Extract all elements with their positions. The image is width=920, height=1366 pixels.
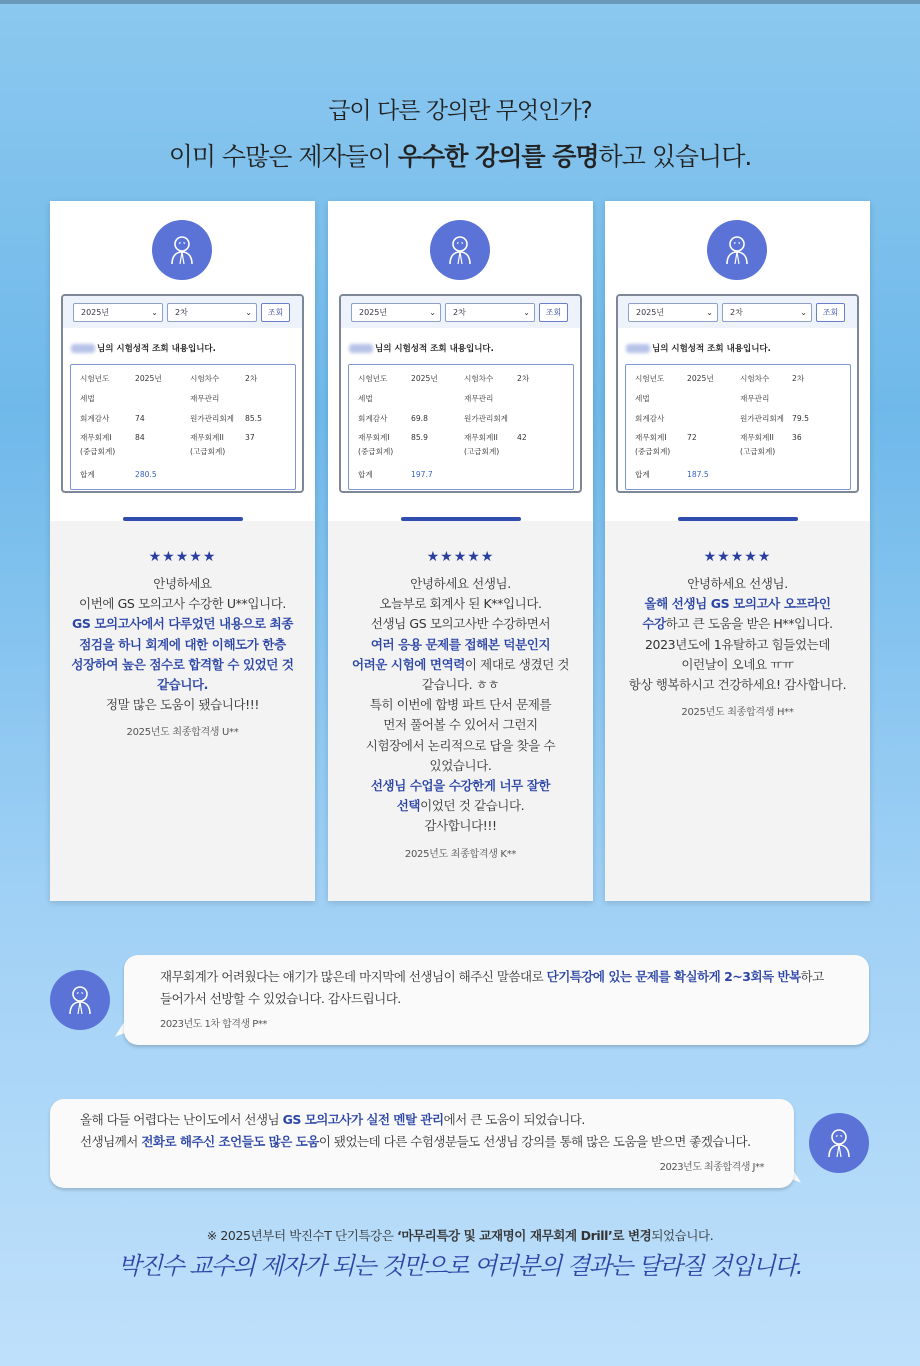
- label-financial-mgmt: 재무관리: [190, 394, 220, 403]
- review-highlight: 어려운 시험에 면역력: [351, 656, 465, 672]
- value-fin1: 85.9: [411, 433, 428, 442]
- review-highlight: 선택: [396, 798, 421, 814]
- card-top: [50, 201, 315, 521]
- review-line-tail: 하고 큰 도움을 받은 H**입니다.: [665, 616, 833, 632]
- top-border: [0, 0, 920, 4]
- label-advanced: (고급회계): [740, 447, 776, 456]
- label-exam-year: 시험년도: [358, 374, 388, 383]
- review-highlight: 여러 응용 문제를 접해본 덕분인지: [370, 636, 551, 652]
- notice-text: 님의 시험성적 조회 내용입니다.: [375, 344, 494, 354]
- note-text: ※ 2025년부터 박진수T 단기특강은: [206, 1228, 397, 1243]
- review-text: [50, 574, 315, 715]
- value-cost: 79.5: [792, 414, 809, 423]
- label-intermediate: (중급회계): [80, 447, 116, 456]
- label-fin2: 재무회계II: [190, 433, 224, 442]
- review-highlight: 올해 선생님 GS 모의고사 오프라인: [644, 596, 831, 612]
- score-lookup-screenshot: [339, 294, 582, 493]
- review-text: [605, 574, 870, 695]
- review-line: 항상 행복하시고 건강하세요! 감사합니다.: [628, 677, 847, 693]
- bubble-line: [80, 1131, 764, 1153]
- bubble-signature: 2023년도 최종합격생 J**: [659, 1162, 764, 1173]
- bubble-text: 하고: [800, 969, 824, 984]
- score-lookup-screenshot: [616, 294, 859, 493]
- slogan: 박진수 교수의 제자가 되는 것만으로 여러분의 결과는 달라질 것입니다.: [118, 1252, 802, 1280]
- card-top: [605, 201, 870, 521]
- round-select-value: 2차: [453, 307, 466, 317]
- review-highlight: 같습니다.: [156, 677, 209, 693]
- value-fin2: 42: [517, 433, 527, 442]
- review-line: [342, 796, 579, 816]
- value-exam-year: 2025년: [687, 374, 714, 383]
- blurred-name: [71, 344, 95, 353]
- label-cost: 원가관리회계: [190, 414, 235, 423]
- review-card-3: [605, 201, 870, 901]
- review-line: 안녕하세요 선생님.: [687, 576, 788, 591]
- label-total: 합계: [635, 470, 650, 479]
- review-signature: 2025년도 최종합격생 H**: [681, 707, 794, 719]
- label-cost: 원가관리회계: [740, 414, 785, 423]
- label-tax-law: 세법: [80, 394, 95, 403]
- review-line-tail: 이었던 것 같습니다.: [420, 798, 525, 814]
- bubble-text: 재무회계가 어려웠다는 얘기가 많은데 마지막에 선생님이 해주신 말씀대로: [160, 969, 547, 984]
- review-line: 정말 많은 도움이 됐습니다!!!: [106, 697, 259, 713]
- user-avatar-icon: [707, 220, 767, 280]
- bubble-highlight: 전화로 해주신 조언들도 많은 도움: [141, 1134, 319, 1149]
- score-table: [348, 364, 574, 490]
- review-line: [342, 655, 579, 675]
- headline: [0, 92, 920, 173]
- value-fin2: 37: [245, 433, 255, 442]
- review-card-2: [328, 201, 593, 901]
- review-line: 특히 이번에 합병 파트 단서 문제를: [369, 697, 552, 713]
- year-select[interactable]: [73, 303, 163, 322]
- value-fin1: 84: [135, 433, 145, 442]
- value-total: 187.5: [687, 470, 709, 479]
- headline-line2: [0, 137, 920, 173]
- value-exam-year: 2025년: [411, 374, 438, 383]
- query-button[interactable]: 조회: [816, 303, 845, 322]
- value-audit: 69.8: [411, 414, 428, 423]
- headline-line2-bold: 우수한 강의를 증명: [397, 142, 599, 171]
- review-line: 같습니다. ㅎㅎ: [421, 677, 500, 693]
- review-line: 오늘부로 회계사 된 K**입니다.: [379, 596, 542, 612]
- label-cost: 원가관리회계: [464, 414, 509, 423]
- notice-text: 님의 시험성적 조회 내용입니다.: [652, 344, 771, 354]
- blurred-name: [349, 344, 373, 353]
- label-tax-law: 세법: [635, 394, 650, 403]
- headline-line2-pre: 이미 수많은 제자들이: [168, 142, 398, 171]
- score-table: [70, 364, 296, 490]
- review-line: 2023년도에 1유탈하고 힘들었는데: [644, 636, 830, 652]
- change-notice: [0, 1226, 920, 1244]
- value-fin2: 36: [792, 433, 802, 442]
- review-line: [619, 614, 856, 634]
- label-financial-mgmt: 재무관리: [740, 394, 770, 403]
- review-highlight: 수강: [642, 616, 666, 632]
- user-avatar-icon: [50, 970, 110, 1030]
- label-audit: 회계감사: [358, 414, 388, 423]
- score-table: [625, 364, 851, 490]
- round-select-value: 2차: [175, 307, 188, 317]
- review-highlight: 선생님 수업을 수강한게 너무 잘한: [370, 778, 551, 794]
- year-select-value: 2025년: [81, 307, 110, 317]
- rating-stars: ★★★★★: [426, 549, 495, 565]
- bubble-text: 선생님께서: [80, 1134, 142, 1149]
- value-total: 280.5: [135, 470, 157, 479]
- bubble-signature: 2023년도 1차 합격생 P**: [160, 1019, 267, 1030]
- value-total: 197.7: [411, 470, 433, 479]
- review-card-1: [50, 201, 315, 901]
- label-fin1: 재무회계I: [358, 433, 390, 442]
- label-exam-year: 시험년도: [635, 374, 665, 383]
- user-avatar-icon: [152, 220, 212, 280]
- chevron-down-icon: ⌄: [429, 307, 436, 317]
- value-exam-year: 2025년: [135, 374, 162, 383]
- user-avatar-icon: [430, 220, 490, 280]
- round-select[interactable]: [722, 303, 812, 322]
- review-line: 선생님 GS 모의고사반 수강하면서: [370, 616, 551, 632]
- label-tax-law: 세법: [358, 394, 373, 403]
- lookup-bar: [618, 296, 857, 328]
- review-text: [328, 574, 593, 837]
- card-divider: [123, 517, 243, 521]
- label-fin1: 재무회계I: [635, 433, 667, 442]
- review-highlight: 성장하여 높은 점수로 합격할 수 있었던 것: [71, 656, 294, 672]
- label-audit: 회계감사: [80, 414, 110, 423]
- label-audit: 회계감사: [635, 414, 665, 423]
- card-top: [328, 201, 593, 521]
- label-exam-round: 시험차수: [740, 374, 770, 383]
- notice-text: 님의 시험성적 조회 내용입니다.: [97, 344, 216, 354]
- lookup-notice: [626, 342, 857, 354]
- lookup-notice: [71, 342, 302, 354]
- blurred-name: [626, 344, 650, 353]
- value-exam-round: 2차: [517, 374, 530, 383]
- review-line: 시험장에서 논리적으로 답을 찾을 수: [365, 737, 556, 753]
- query-button[interactable]: 조회: [261, 303, 290, 322]
- review-signature: 2025년도 최종합격생 K**: [404, 848, 517, 860]
- bubble-text: 올해 다들 어렵다는 난이도에서 선생님: [80, 1112, 283, 1127]
- label-financial-mgmt: 재무관리: [464, 394, 494, 403]
- round-select[interactable]: [445, 303, 535, 322]
- value-cost: 85.5: [245, 414, 262, 423]
- headline-line1: 급이 다른 강의란 무엇인가?: [328, 98, 592, 124]
- review-line: 있었습니다.: [429, 757, 492, 773]
- lookup-notice: [349, 342, 580, 354]
- testimonial-bubble-2: [50, 1099, 794, 1188]
- label-fin2: 재무회계II: [740, 433, 774, 442]
- review-line: 이런날이 오네요 ㅠㅠ: [681, 656, 794, 672]
- round-select-value: 2차: [730, 307, 743, 317]
- note-bold: ‘마무리특강 및 교재명이 재무회계 Drill’로 변경: [396, 1228, 652, 1243]
- bubble-line: [160, 966, 869, 988]
- label-intermediate: (중급회계): [358, 447, 394, 456]
- bubble-line: [80, 1109, 764, 1131]
- label-advanced: (고급회계): [464, 447, 500, 456]
- label-total: 합계: [358, 470, 373, 479]
- review-highlight: 점검을 하니 회계에 대한 이해도가 한층: [79, 636, 286, 652]
- year-select[interactable]: [628, 303, 718, 322]
- label-fin2: 재무회계II: [464, 433, 498, 442]
- review-line-tail: 이 제대로 생겼던 것: [464, 656, 570, 672]
- card-divider: [678, 517, 798, 521]
- year-select-value: 2025년: [636, 307, 665, 317]
- rating-stars: ★★★★★: [148, 549, 217, 565]
- value-audit: 74: [135, 414, 145, 423]
- query-button[interactable]: 조회: [539, 303, 568, 322]
- year-select-value: 2025년: [359, 307, 388, 317]
- review-line: 먼저 풀어볼 수 있어서 그런지: [383, 717, 538, 733]
- user-avatar-icon: [809, 1113, 869, 1173]
- review-line: 안녕하세요 선생님.: [410, 576, 511, 591]
- review-signature: 2025년도 최종합격생 U**: [126, 727, 239, 739]
- chevron-down-icon: ⌄: [800, 307, 807, 317]
- score-lookup-screenshot: [61, 294, 304, 493]
- rating-stars: ★★★★★: [703, 549, 772, 565]
- label-exam-round: 시험차수: [464, 374, 494, 383]
- review-line: 안녕하세요: [153, 576, 212, 591]
- label-intermediate: (중급회계): [635, 447, 671, 456]
- value-fin1: 72: [687, 433, 697, 442]
- round-select[interactable]: [167, 303, 257, 322]
- lookup-bar: [63, 296, 302, 328]
- label-fin1: 재무회계I: [80, 433, 112, 442]
- bubble-highlight: 단기특강에 있는 문제를 확실하게 2~3회독 반복: [546, 969, 801, 984]
- lookup-bar: [341, 296, 580, 328]
- value-exam-round: 2차: [792, 374, 805, 383]
- label-advanced: (고급회계): [190, 447, 226, 456]
- review-highlight: GS 모의고사에서 다루었던 내용으로 최종: [71, 616, 294, 632]
- bubble-text: 이 됐었는데 다른 수험생분들도 선생님 강의를 통해 많은 도움을 받으면 좋겠습니다.: [318, 1134, 751, 1149]
- card-divider: [401, 517, 521, 521]
- testimonial-bubble-1: [124, 955, 869, 1045]
- chevron-down-icon: ⌄: [151, 307, 158, 317]
- chevron-down-icon: ⌄: [245, 307, 252, 317]
- review-line: 이번에 GS 모의고사 수강한 U**입니다.: [79, 596, 286, 612]
- label-exam-year: 시험년도: [80, 374, 110, 383]
- chevron-down-icon: ⌄: [523, 307, 530, 317]
- year-select[interactable]: [351, 303, 441, 322]
- review-line: 감사합니다!!!: [424, 818, 497, 834]
- bubble-line: 들어가서 선방할 수 있었습니다. 감사드립니다.: [160, 991, 401, 1006]
- bubble-highlight: GS 모의고사가 실전 멘탈 관리: [282, 1112, 444, 1127]
- label-total: 합계: [80, 470, 95, 479]
- chevron-down-icon: ⌄: [706, 307, 713, 317]
- bubble-text: 에서 큰 도움이 되었습니다.: [443, 1112, 585, 1127]
- headline-line2-post: 하고 있습니다.: [598, 142, 752, 171]
- label-exam-round: 시험차수: [190, 374, 220, 383]
- note-text: 되었습니다.: [651, 1228, 714, 1243]
- value-exam-round: 2차: [245, 374, 258, 383]
